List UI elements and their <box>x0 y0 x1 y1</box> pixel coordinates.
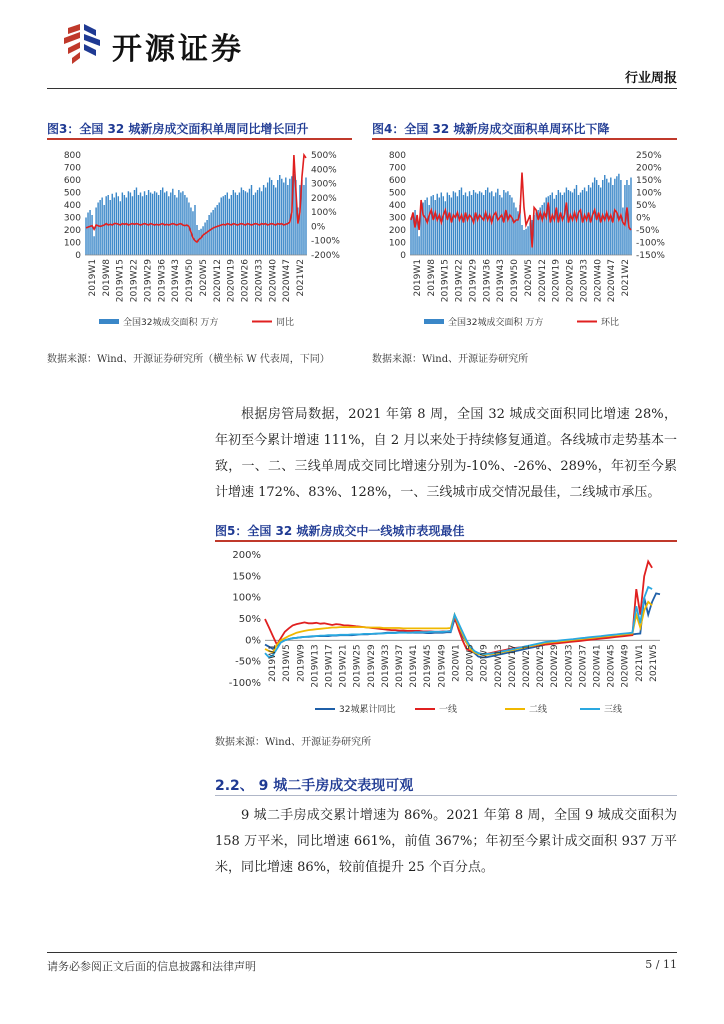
bar <box>303 185 304 255</box>
legend-label: 二线 <box>529 705 548 715</box>
bar <box>426 198 427 256</box>
paragraph-9-city: 9 城二手房成交累计增速为 86%。2021 年第 8 周，全国 9 城成交面积为 158 万平米，同比增速 661%，前值 367%；年初至今累计成交面积 937 万平米，同比增速 86%，较前值提升 25 个百分点。 <box>215 808 677 875</box>
x-tick-label: 2020W17 <box>507 644 518 688</box>
y-left-tick: 600 <box>388 176 406 186</box>
bar <box>465 193 466 256</box>
x-tick-label: 2019W1 <box>412 259 423 297</box>
bar <box>469 191 470 255</box>
x-tick-label: 2019W22 <box>454 259 465 303</box>
y-right-tick: -200% <box>311 251 340 261</box>
x-tick-label: 2019W41 <box>409 644 420 688</box>
bar <box>598 185 599 255</box>
y-left-tick: 600 <box>63 176 81 186</box>
x-tick-label: 2020W1 <box>451 644 462 682</box>
x-tick-label: 2019W36 <box>482 259 493 303</box>
x-tick-label: 2019W15 <box>115 259 126 303</box>
x-tick-label: 2019W50 <box>185 259 196 303</box>
bar <box>198 230 199 255</box>
bar <box>622 208 623 256</box>
fig5-source: 数据来源：Wind、开源证券研究所 <box>215 737 372 748</box>
bar <box>208 215 209 255</box>
bar <box>521 225 522 255</box>
bar <box>527 226 528 255</box>
y-tick-label: -50% <box>235 656 261 668</box>
bar <box>546 198 547 256</box>
bar <box>447 193 448 256</box>
header-rule <box>47 88 677 89</box>
bar <box>243 190 244 255</box>
x-tick-label: 2020W29 <box>550 644 561 688</box>
bar <box>241 188 242 256</box>
bar <box>223 196 224 255</box>
bar <box>495 193 496 256</box>
bar <box>148 190 149 255</box>
section-heading: 2.2、 9 城二手房成交表现可观 <box>215 778 414 794</box>
bar <box>439 198 440 256</box>
bar <box>586 191 587 255</box>
x-tick-label: 2020W47 <box>282 259 293 303</box>
bar <box>485 190 486 255</box>
bar <box>271 180 272 255</box>
y-left-tick: 300 <box>63 213 81 224</box>
bar <box>204 223 205 256</box>
bar <box>475 193 476 256</box>
bar <box>451 198 452 256</box>
bar <box>275 188 276 256</box>
bar <box>259 188 260 256</box>
y-right-tick: -100% <box>636 238 665 249</box>
bar <box>265 188 266 256</box>
bar <box>95 208 96 256</box>
y-right-tick: 300% <box>311 179 337 190</box>
bar <box>221 198 222 256</box>
bar <box>511 198 512 256</box>
bar <box>176 198 177 256</box>
bar <box>479 191 480 255</box>
x-tick-label: 2020W5 <box>198 259 209 297</box>
bar <box>267 183 268 256</box>
logo-mark-icon <box>60 22 108 66</box>
y-left-tick: 500 <box>63 188 81 199</box>
fig4-source: 数据来源：Wind、开源证券研究所 <box>372 354 529 365</box>
bar <box>279 175 280 255</box>
bar <box>281 179 282 255</box>
bar <box>305 178 306 256</box>
x-tick-label: 2020W9 <box>479 644 490 682</box>
brand-logo <box>60 22 108 66</box>
paragraph-32-city: 根据房管局数据，2021 年第 8 周，全国 32 城成交面积同比增速 28%，年初至今累计增速 111%，自 2 月以来处于持续修复通道。各线城市走势基本一致，一、二、三线单周成交同比增速分别为-10%、-26%、289%，年初至今累计增速 172%、83%、128%，一、三线城市成交情况最佳，二线城市承压。 <box>215 407 677 500</box>
x-tick-label: 2019W37 <box>395 644 406 688</box>
bar <box>604 175 605 255</box>
footer-disclaimer: 请务必参阅正文后面的信息披露和法律声明 <box>47 960 256 973</box>
bar <box>463 195 464 255</box>
company-name: 开源证券 <box>112 32 244 67</box>
bar <box>578 195 579 255</box>
x-tick-label: 2019W50 <box>510 259 521 303</box>
legend-swatch-bars <box>99 319 119 324</box>
y-tick-label: 0% <box>245 635 261 647</box>
bar <box>245 191 246 255</box>
x-tick-label: 2020W5 <box>465 644 476 682</box>
bar <box>584 188 585 256</box>
y-right-tick: 500% <box>311 151 337 161</box>
bar <box>424 200 425 255</box>
bar <box>630 178 631 256</box>
bar <box>142 196 143 255</box>
x-tick-label: 2020W37 <box>578 644 589 688</box>
y-left-tick: 100 <box>63 238 81 249</box>
x-tick-label: 2020W12 <box>212 259 223 303</box>
bar <box>273 185 274 255</box>
y-left-tick: 200 <box>63 226 81 236</box>
bar <box>515 208 516 256</box>
bar <box>449 195 450 255</box>
x-tick-label: 2020W26 <box>240 259 251 303</box>
bar <box>285 178 286 256</box>
bar <box>200 229 201 255</box>
bar <box>91 215 92 255</box>
x-tick-label: 2021W2 <box>621 259 632 297</box>
bar <box>481 193 482 256</box>
x-tick-label: 2020W33 <box>579 259 590 303</box>
x-tick-label: 2019W33 <box>380 644 391 688</box>
bar <box>128 191 129 255</box>
y-left-tick: 500 <box>388 188 406 199</box>
bar <box>162 188 163 256</box>
bar <box>251 185 252 255</box>
bar <box>483 195 484 255</box>
bar <box>269 178 270 256</box>
bar <box>178 190 179 255</box>
bar <box>134 190 135 255</box>
bar <box>560 193 561 256</box>
bar <box>572 193 573 256</box>
bar <box>461 188 462 256</box>
bar <box>160 190 161 255</box>
bar <box>233 190 234 255</box>
fig5-title-rule <box>215 540 677 542</box>
x-tick-label: 2020W12 <box>537 259 548 303</box>
bar <box>433 195 434 255</box>
fig4-title: 图4：全国 32 城新房成交面积单周环比下降 <box>372 122 610 136</box>
bar <box>525 229 526 255</box>
bar <box>459 190 460 255</box>
bar <box>87 213 88 256</box>
bar <box>85 218 86 256</box>
x-tick-label: 2020W49 <box>620 644 631 688</box>
y-left-tick: 200 <box>388 226 406 236</box>
x-tick-label: 2020W41 <box>592 644 603 688</box>
bar <box>194 205 195 255</box>
y-left-tick: 700 <box>63 163 81 174</box>
y-left-tick: 0 <box>400 251 406 261</box>
y-left-tick: 300 <box>388 213 406 224</box>
bar <box>89 210 90 255</box>
bar <box>566 188 567 256</box>
bar <box>499 195 500 255</box>
page-number: 5 / 11 <box>645 958 677 971</box>
bar <box>410 218 411 256</box>
x-tick-label: 2019W22 <box>129 259 140 303</box>
bar <box>523 230 524 255</box>
bar <box>212 210 213 255</box>
x-tick-label: 2020W25 <box>536 644 547 688</box>
x-tick-label: 2019W5 <box>282 644 293 682</box>
y-tick-label: 100% <box>232 592 261 604</box>
y-right-tick: 100% <box>636 188 662 199</box>
bar <box>287 185 288 255</box>
bar <box>196 225 197 255</box>
bar <box>154 191 155 255</box>
y-right-tick: 400% <box>311 165 337 176</box>
bar <box>509 195 510 255</box>
legend-label: 一线 <box>439 705 458 715</box>
x-tick-label: 2020W19 <box>226 259 237 303</box>
bar <box>126 198 127 256</box>
bar <box>588 185 589 255</box>
bar <box>136 188 137 256</box>
fig3-source: 数据来源：Wind、开源证券研究所（横坐标 W 代表周，下同） <box>47 354 330 365</box>
fig4-chart <box>372 145 677 340</box>
x-tick-label: 2019W25 <box>352 644 363 688</box>
bar <box>437 194 438 255</box>
y-tick-label: -100% <box>228 678 261 689</box>
bar <box>556 195 557 255</box>
fig4-title-rule <box>372 138 677 140</box>
bar <box>489 193 490 256</box>
bar <box>550 195 551 255</box>
y-left-tick: 400 <box>63 201 81 211</box>
bar <box>554 199 555 255</box>
x-tick-label: 2019W15 <box>440 259 451 303</box>
bar <box>535 213 536 256</box>
x-tick-label: 2021W2 <box>296 259 307 297</box>
legend-label: 三线 <box>604 705 623 715</box>
x-tick-label: 2019W9 <box>296 644 307 682</box>
x-tick-label: 2020W13 <box>493 644 504 688</box>
section-rule <box>215 795 677 796</box>
bar <box>471 195 472 255</box>
bar <box>97 203 98 256</box>
y-right-tick: 200% <box>636 163 662 174</box>
bar <box>541 205 542 255</box>
bar <box>435 200 436 255</box>
bar <box>513 203 514 256</box>
bar <box>118 196 119 255</box>
legend-label: 32城累计同比 <box>339 705 396 715</box>
x-tick-label: 2021W5 <box>648 644 659 682</box>
bar <box>552 193 553 256</box>
fig3-title: 图3：全国 32 城新房成交面积单周同比增长回升 <box>47 122 309 136</box>
x-tick-label: 2020W40 <box>268 259 279 303</box>
bar <box>132 196 133 255</box>
x-tick-label: 2019W49 <box>437 644 448 688</box>
x-tick-label: 2019W36 <box>157 259 168 303</box>
x-tick-label: 2021W1 <box>634 644 645 682</box>
x-tick-label: 2020W26 <box>565 259 576 303</box>
report-type: 行业周报 <box>624 71 677 86</box>
x-tick-label: 2019W1 <box>87 259 98 297</box>
y-right-tick: 150% <box>636 176 662 186</box>
bar <box>497 189 498 255</box>
bar <box>455 193 456 256</box>
x-tick-label: 2019W45 <box>423 644 434 688</box>
x-tick-label: 2019W8 <box>426 259 437 297</box>
bar <box>418 236 419 255</box>
bar <box>618 174 619 255</box>
x-tick-label: 2019W13 <box>310 644 321 688</box>
bar <box>507 191 508 255</box>
x-tick-label: 2019W29 <box>366 644 377 688</box>
bar <box>172 189 173 255</box>
bar <box>263 185 264 255</box>
bar <box>457 196 458 255</box>
bar <box>140 193 141 256</box>
bar <box>257 190 258 255</box>
x-tick-label: 2019W43 <box>171 259 182 303</box>
bar <box>166 191 167 255</box>
bar <box>453 191 454 255</box>
footer-rule <box>47 952 677 953</box>
x-tick-label: 2019W21 <box>338 644 349 688</box>
fig3-title-rule <box>47 138 352 140</box>
bar <box>574 189 575 255</box>
x-tick-label: 2020W33 <box>254 259 265 303</box>
bar <box>103 205 104 255</box>
bar <box>216 205 217 255</box>
bar <box>430 196 431 255</box>
bar <box>443 196 444 255</box>
bar <box>477 194 478 255</box>
y-left-tick: 0 <box>75 251 81 261</box>
y-left-tick: 400 <box>388 201 406 211</box>
bar <box>105 196 106 255</box>
legend-label-bars: 全国32城成交面积 万方 <box>123 318 219 328</box>
bar <box>99 200 100 255</box>
bar <box>206 220 207 255</box>
x-tick-label: 2019W43 <box>496 259 507 303</box>
bar <box>570 191 571 255</box>
y-right-tick: 50% <box>636 201 657 211</box>
bar <box>580 193 581 256</box>
bar <box>202 226 203 255</box>
y-right-tick: 0% <box>636 213 651 224</box>
bar <box>229 199 230 255</box>
bar <box>182 191 183 255</box>
bar <box>249 189 250 255</box>
bar <box>564 193 565 256</box>
x-tick-label: 2019W29 <box>143 259 154 303</box>
bar <box>501 198 502 256</box>
bar <box>562 195 563 255</box>
y-right-tick: -100% <box>311 236 340 247</box>
fig5-title: 图5：全国 32 城新房成交中一线城市表现最佳 <box>215 524 465 538</box>
bar <box>120 201 121 255</box>
bar <box>114 198 115 256</box>
y-left-tick: 800 <box>63 151 81 161</box>
y-right-tick: 100% <box>311 208 337 219</box>
y-right-tick: -50% <box>636 226 660 236</box>
bar <box>219 203 220 256</box>
legend-label-line: 环比 <box>601 318 620 328</box>
y-left-tick: 100 <box>388 238 406 249</box>
y-tick-label: 200% <box>232 550 261 561</box>
fig5-chart <box>215 545 677 720</box>
x-tick-label: 2020W40 <box>593 259 604 303</box>
x-tick-label: 2019W8 <box>101 259 112 297</box>
y-right-tick: 200% <box>311 193 337 204</box>
bar <box>414 210 415 255</box>
x-tick-label: 2019W1 <box>268 644 279 682</box>
bar <box>93 236 94 255</box>
bar <box>505 193 506 256</box>
legend-swatch-bars <box>424 319 444 324</box>
x-tick-label: 2020W45 <box>606 644 617 688</box>
bar <box>493 196 494 255</box>
bar <box>277 180 278 255</box>
x-tick-label: 2020W5 <box>523 259 534 297</box>
x-tick-label: 2020W47 <box>607 259 618 303</box>
y-tick-label: 50% <box>238 614 261 625</box>
bar <box>214 208 215 256</box>
y-left-tick: 800 <box>388 151 406 161</box>
y-right-tick: -150% <box>636 251 665 261</box>
fig3-chart <box>47 145 352 340</box>
legend-label-bars: 全国32城成交面积 万方 <box>448 318 544 328</box>
y-right-tick: 0% <box>311 222 326 233</box>
x-tick-label: 2020W21 <box>521 644 532 688</box>
x-tick-label: 2020W19 <box>551 259 562 303</box>
bar <box>467 196 468 255</box>
x-tick-label: 2020W33 <box>564 644 575 688</box>
legend-label-line: 同比 <box>276 318 295 328</box>
bar <box>192 211 193 255</box>
bar <box>283 183 284 256</box>
bar <box>210 213 211 256</box>
y-tick-label: 150% <box>232 571 261 583</box>
y-left-tick: 700 <box>388 163 406 174</box>
y-right-tick: 250% <box>636 151 662 161</box>
bar <box>110 200 111 255</box>
x-tick-label: 2019W17 <box>324 644 335 688</box>
x-tick-label: 2019W29 <box>468 259 479 303</box>
